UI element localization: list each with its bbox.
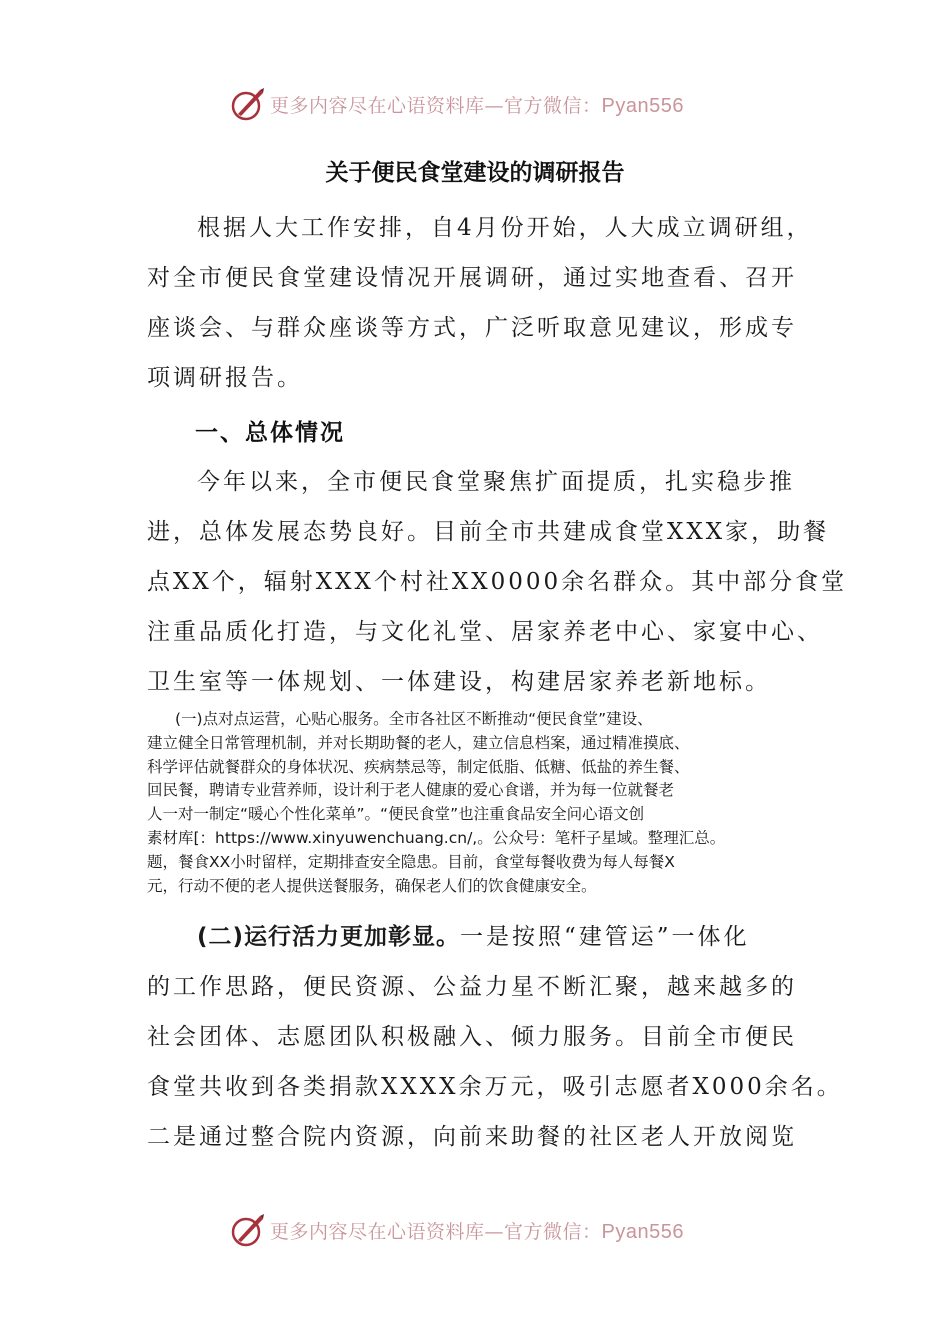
section-heading-overview: 一、总体情况	[195, 420, 345, 446]
wechat-id: Pyan556	[601, 94, 684, 117]
watermark-header	[230, 84, 684, 124]
document-title: 关于便民食堂建设的调研报告	[325, 159, 625, 186]
watermark-text: 更多内容尽在心语资料库—官方微信：Pyan556	[270, 1220, 684, 1243]
point-one-paragraph: (一)点对点运营，心贴心服务。全市各社区不断推动“便民食堂”建设、 建立健全日常管理机制，并对长期助餐的老人，建立信息档案，通过精准摸底、 科学评估就餐群众的身体状况、疾病禁忌等，制定低脂、低糖、低盐的养生餐、 回民餐，聘请专业营养师，设计利于老人健康的爱心食谱，并为每一位就餐老 人一对一制定“暖心个性化菜单”。“便民食堂”也注重食品安全问心语文创 素材库[：https://www.xinyuwenchuang.cn/,。公众号：笔杆子星域。整理汇总。 题，餐食XX小时留样，定期排查安全隐患。目前，食堂每餐收费为每人每餐X 元，行动不便的老人提供送餐服务，确保老人们的饮食健康安全。	[147, 710, 726, 895]
point-two-lead: (二)运行活力更加彰显。	[197, 924, 461, 950]
point-two-paragraph: (二)运行活力更加彰显。一是按照“建管运”一体化 的工作思路，便民资源、公益力星不断汇聚，越来越多的 社会团体、志愿团队积极融入、倾力服务。目前全市便民 食堂共收到各类捐款XXXX余万元，吸引志愿者X000余名。 二是通过整合院内资源，向前来助餐的社区老人开放阅览	[147, 924, 843, 1150]
overview-paragraph: 今年以来，全市便民食堂聚焦扩面提质，扎实稳步推 进，总体发展态势良好。目前全市共建成食堂XXX家，助餐 点XX个，辐射XXX个村社XX0000余名群众。其中部分食堂 注重品质化打造，与文化礼堂、居家养老中心、家宴中心、 卫生室等一体规划、一体建设，构建居家养老新地标。	[147, 469, 848, 695]
quill-logo-icon	[230, 1212, 266, 1248]
watermark-text: 更多内容尽在心语资料库—官方微信：Pyan556	[270, 94, 684, 117]
watermark-footer	[230, 1210, 684, 1250]
intro-paragraph: 根据人大工作安排，自4月份开始，人大成立调研组， 对全市便民食堂建设情况开展调研，通过实地查看、召开 座谈会、与群众座谈等方式，广泛听取意见建议，形成专 项调研报告。	[147, 215, 813, 391]
quill-logo-icon	[230, 86, 266, 122]
wechat-id: Pyan556	[601, 1220, 684, 1243]
